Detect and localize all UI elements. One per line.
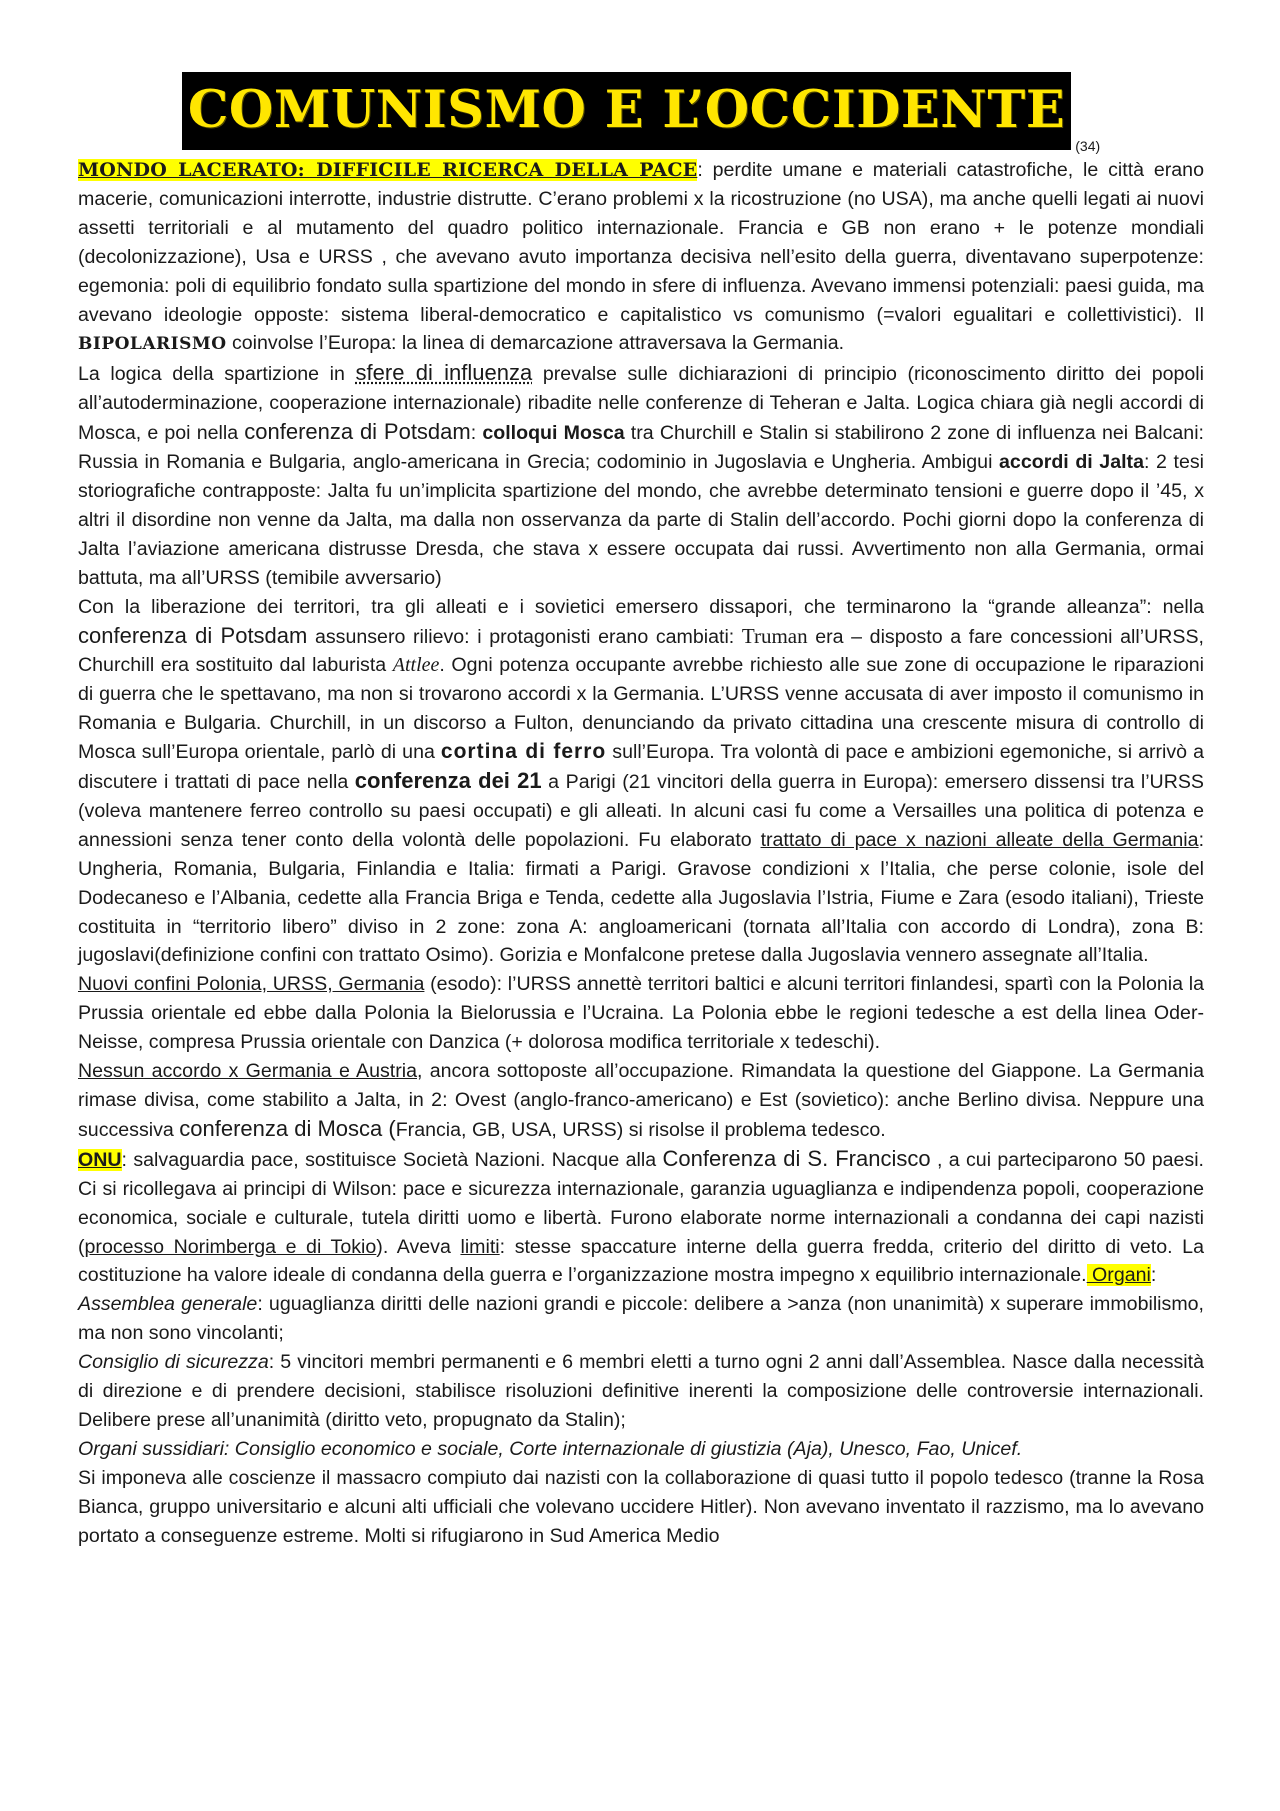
paragraph-massacro <box>78 1464 1204 1551</box>
paragraph-mondo-lacerato <box>78 156 1204 359</box>
trattato-term: trattato di pace x nazioni alleate della Germania <box>760 828 1199 851</box>
text: La logica della spartizione in <box>78 363 356 386</box>
bipolarismo-term: BIPOLARISMO <box>78 334 227 355</box>
potsdam-term: conferenza di Potsdam <box>244 419 471 445</box>
paragraph-confini <box>78 970 1204 1057</box>
onu-heading: ONU <box>78 1148 122 1171</box>
text: , a cui parteciparono 50 paesi. Ci si ricollegava ai principi di Wilson: pace e sicurezza internazionale, garanzia uguaglianza e indipendenza popoli, cooperazione economica, sociale e culturale, tutela diritti uomo e libertà. Furono elaborate norme internazionali a condanna dei capi nazisti ( <box>78 1148 1205 1258</box>
text: Francia, GB, USA, URSS) si risolse il problema tedesco. <box>395 1118 886 1141</box>
sfere-term: sfere di influenza <box>355 360 533 386</box>
document-page <box>78 72 1204 1551</box>
text: : salvaguardia pace, sostituisce Società Nazioni. Nacque alla <box>121 1148 663 1171</box>
text: (esodo): l’URSS annettè territori baltici e alcuni territori finlandesi, spartì con la Polonia la Prussia orientale ed ebbe dalla Polonia la Bielorussia e l’Ucraina. La Polonia ebbe le regioni tedesche a est della linea Oder-Neisse, compresa Prussia orientale con Danzica (+ dolorosa modifica territoriale x tedeschi). <box>78 973 1204 1054</box>
text: assunsero rilievo: i protagonisti erano cambiati: <box>307 625 742 648</box>
potsdam-term: conferenza di Potsdam <box>78 622 308 648</box>
cortina-term: cortina di ferro <box>440 740 607 764</box>
consiglio-label: Consiglio di sicurezza <box>78 1351 269 1374</box>
text: : Ungheria, Romania, Bulgaria, Finlandia e Italia: firmati a Parigi. Gravose condizioni x l’Italia, che perse colonie, isole del Dodecaneso e l’Albania, cedette alla Francia Briga e Tenda, cedette alla Jugoslavia l’Istria, Fiume e Zara (esodo italiani), Trieste costituita in “territorio libero” diviso in 2 zone: zona A: angloamericani (tornata all’Italia con accordo di Londra), zona B: jugoslavi(definizione confini con trattato Osimo). Gorizia e Monfalcone pretese dalla Jugoslavia vennero assegnate all’Italia. <box>78 828 1205 967</box>
paragraph-sussidiari <box>78 1435 1204 1464</box>
text: tra Churchill e Stalin si stabilirono 2 zone di influenza nei Balcani: Russia in Romania e Bulgaria, anglo-americana in Grecia; codominio in Jugoslavia e Ungheria. Ambigui <box>78 422 1205 474</box>
paragraph-spartizione <box>78 359 1204 592</box>
paragraph-liberazione <box>78 593 1204 971</box>
text: . Ogni potenza occupante avrebbe richiesto alle sue zone di occupazione le riparazioni di guerra che le spettavano, ma non si trovarono accordi x la Germania. L’URSS venne accusata di aver imposto il comunismo in Romania e Bulgaria. Churchill, in un discorso a Fulton, denunciando da privato cittadina una crescente misura di controllo di Mosca sull’Europa orientale, parlò di una <box>78 654 1204 764</box>
text: : perdite umane e materiali catastrofiche, le città erano macerie, comunicazioni interrotte, industrie distrutte. C’erano problemi x la ricostruzione (no USA), ma anche quelli legati ai nuovi assetti territoriali e al mutamento del quadro politico internazionale. Francia e GB non erano + le potenze mondiali (decolonizzazione), Usa e URSS , che avevano avuto importanza decisiva nell’esito della guerra, diventavano superpotenze: egemonia: poli di equilibrio fondato sulla spartizione del mondo in sfere di influenza. Avevano immensi potenziali: paesi guida, ma avevano ideologie opposte: sistema liberal-democratico e capitalistico vs comunismo (=valori egualitari e collettivistici). Il <box>78 159 1204 326</box>
truman-term: Truman <box>741 623 808 648</box>
page-number: (34) <box>1075 138 1101 154</box>
text: : uguaglianza diritti delle nazioni grandi e piccole: delibere a >anza (non unanimità) x superare immobilismo, ma non sono vincolanti; <box>78 1293 1204 1345</box>
attlee-term: Attlee <box>392 654 440 677</box>
title-block <box>78 72 1204 156</box>
text: , ancora sottoposte all’occupazione. Rimandata la questione del Giappone. La Germania rimase divisa, come stabilito a Jalta, in 2: Ovest (anglo-franco-americano) e Est (sovietico): anche Berlino divisa. Neppure una successiva <box>78 1060 1205 1141</box>
paragraph-germania <box>78 1057 1204 1145</box>
page-title: COMUNISMO E L’OCCIDENTE <box>182 72 1071 150</box>
san-francisco-term: Conferenza di S. Francisco <box>662 1145 931 1171</box>
assemblea-label: Assemblea generale <box>78 1293 258 1316</box>
text: : Consiglio economico e sociale, Corte internazionale di giustizia (Aja), Unesco, Fao, Unicef. <box>223 1437 1023 1460</box>
limiti-term: limiti <box>460 1235 500 1258</box>
text: : <box>470 422 483 445</box>
text: ). Aveva <box>376 1235 461 1258</box>
paragraph-assemblea <box>78 1290 1204 1348</box>
germania-heading: Nessun accordo x Germania e Austria <box>78 1060 417 1083</box>
colloqui-term: colloqui Mosca <box>482 422 625 445</box>
text: Si imponeva alle coscienze il massacro compiuto dai nazisti con la collaborazione di quasi tutto il popolo tedesco (tranne la Rosa Bianca, gruppo universitario e alcuni alti ufficiali che volevano uccidere Hitler). Non avevano inventato il razzismo, ma lo avevano portato a conseguenze estreme. Molti si rifugiarono in Sud America Medio <box>78 1466 1204 1547</box>
paragraph-onu <box>78 1145 1204 1291</box>
text: era – disposto a fare concessioni all’URSS, Churchill era sostituito dal laburista <box>78 625 1204 677</box>
mosca-term: conferenza di Mosca ( <box>179 1115 396 1141</box>
paragraph-consiglio <box>78 1348 1204 1435</box>
jalta-term: accordi di Jalta <box>999 451 1144 474</box>
text: coinvolse l’Europa: la linea di demarcazione attraversava la Germania. <box>226 332 845 355</box>
text: : 2 tesi storiografiche contrapposte: Jalta fu un’implicita spartizione del mondo, che avrebbe determinato tensioni e guerre dopo il ’45, x altri il disordine non venne da Jalta, ma dalla non osservanza da parte di Stalin dell’accordo. Pochi giorni dopo la conferenza di Jalta l’aviazione americana distrusse Dresda, che stava x essere occupata dai russi. Avvertimento non alla Germania, ormai battuta, ma all’URSS (temibile avversario) <box>78 451 1204 589</box>
text: Con la liberazione dei territori, tra gli alleati e i sovietici emersero dissapori, che terminarono la “grande alleanza”: nella <box>78 595 1204 618</box>
text: a Parigi (21 vincitori della guerra in Europa): emersero dissensi tra l’URSS (voleva mantenere ferreo controllo su paesi occupati) e gli alleati. In alcuni casi fu come a Versailles una politica di potenza e annessioni senza tener conto della volontà delle popolazioni. Fu elaborato <box>78 771 1204 851</box>
confini-heading: Nuovi confini Polonia, URSS, Germania <box>78 973 425 996</box>
conferenza-21-term: conferenza dei 21 <box>354 768 542 794</box>
text: : stesse spaccature interne della guerra fredda, criterio del diritto di veto. La costituzione ha valore ideale di condanna della guerra e l’organizzazione mostra impegno x equilibrio internazionale. <box>78 1235 1204 1287</box>
organi-term: Organi <box>1086 1264 1151 1287</box>
section-heading: MONDO LACERATO: DIFFICILE RICERCA DELLA PACE <box>78 159 698 181</box>
text: sull’Europa. Tra volontà di pace e ambizioni egemoniche, si arrivò a discutere i trattati di pace nella <box>78 741 1204 794</box>
text: : 5 vincitori membri permanenti e 6 membri eletti a turno ogni 2 anni dall’Assemblea. Nasce dalla necessità di direzione e di prendere decisioni, stabilisce risoluzioni definitive inerenti la composizione delle controversie internazionali. Delibere prese all’unanimità (diritto veto, propugnato da Stalin); <box>78 1351 1204 1431</box>
text: : <box>1150 1264 1157 1287</box>
sussidiari-label: Organi sussidiari <box>78 1437 224 1460</box>
processo-term: processo Norimberga e di Tokio <box>84 1235 377 1258</box>
text: prevalse sulle dichiarazioni di principio (riconoscimento diritto dei popoli all’autoderminazione, cooperazione internazionale) ribadite nelle conferenze di Teheran e Jalta. Logica chiara già negli accordi di Mosca, e poi nella <box>78 363 1204 445</box>
